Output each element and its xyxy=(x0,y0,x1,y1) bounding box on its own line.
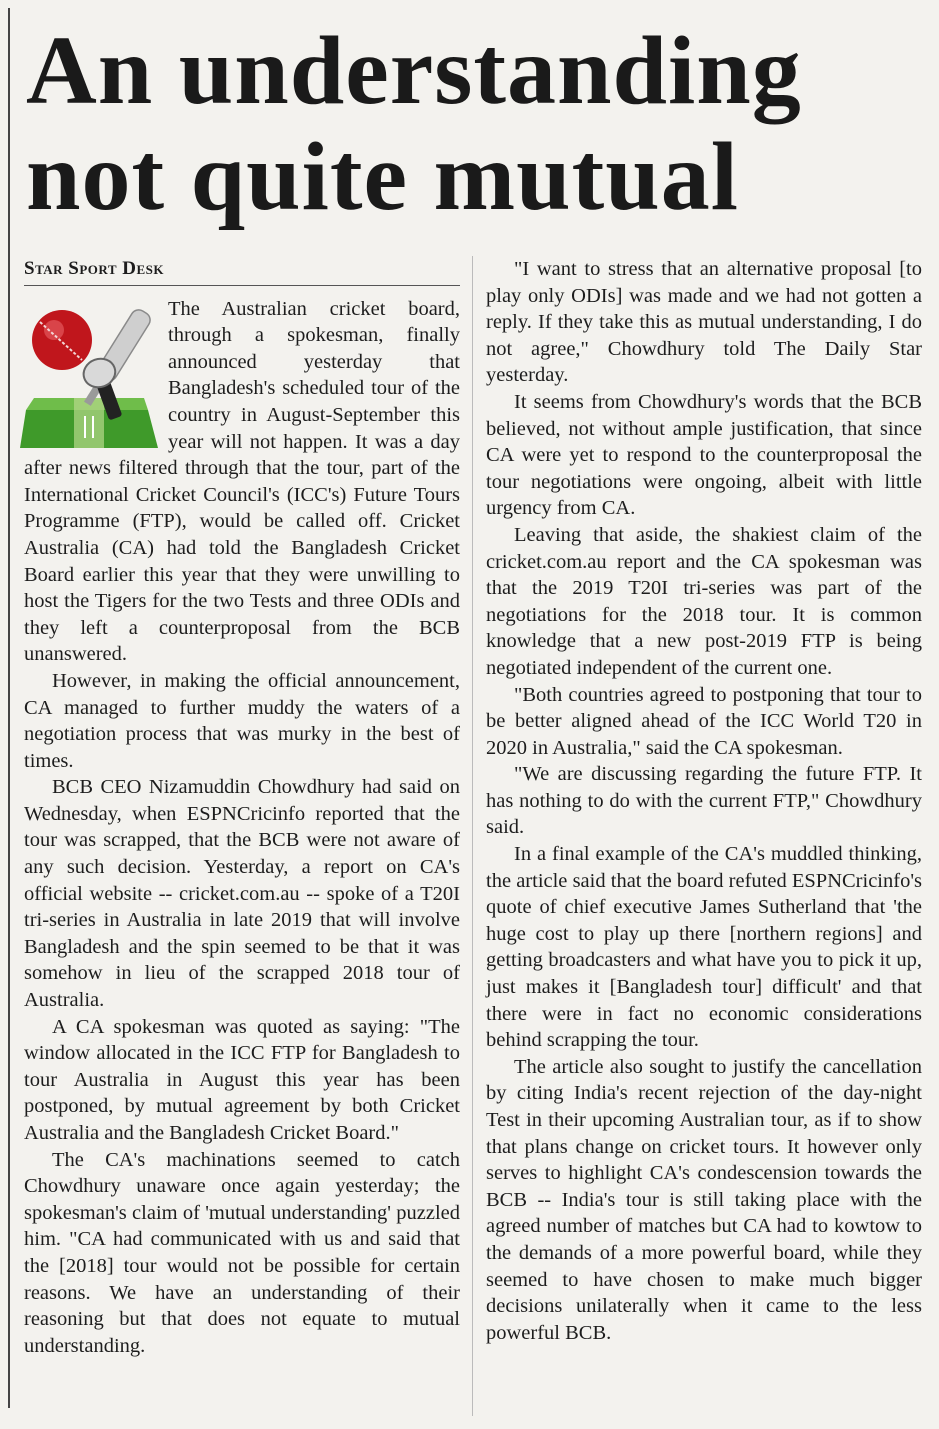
page-edge-rule xyxy=(8,8,10,1408)
paragraph: A CA spokesman was quoted as saying: "The window allocated in the ICC FTP for Bangladesh to tour Australia in August this year has been postponed, by mutual agreement by both Cricket Australia and the Bangladesh Cricket Board." xyxy=(24,1015,460,1144)
headline-line-2: not quite mutual xyxy=(26,123,740,231)
paragraph: "Both countries agreed to postponing that tour to be better aligned ahead of the ICC World T20 in 2020 in Australia," said the CA spokesman. xyxy=(486,683,922,759)
paragraph: The Australian cricket board, through a spokesman, finally announced yesterday that Bangladesh's scheduled tour of the country in August-September this year will not happen. It was a day after news filtered through that the tour, part of the International Cricket Council's (ICC's) Future Tours Programme (FTP), would be called off. Cricket Australia (CA) had told the Bangladesh Cricket Board earlier this year that they were unwilling to host the Tigers for the two Tests and three ODIs and they left a counterproposal from the BCB unanswered. xyxy=(24,297,460,666)
paragraph: However, in making the official announcement, CA managed to further muddy the waters of a negotiation process that was murky in the best of times. xyxy=(24,669,460,772)
byline: Star Sport Desk xyxy=(24,256,460,286)
cricket-ball-bat-microphone-icon xyxy=(20,298,162,450)
paragraph: It seems from Chowdhury's words that the BCB believed, not without ample justification, that since CA were yet to respond to the counterproposal the tour negotiations were ongoing, albeit with little urgency from CA. xyxy=(486,390,922,520)
column-divider xyxy=(472,256,473,1416)
article-column-left xyxy=(24,256,460,1359)
paragraph: The CA's machinations seemed to catch Chowdhury unaware once again yesterday; the spokesman's claim of 'mutual understanding' puzzled him. "CA had communicated with us and said that the [2018] tour would not be possible for certain reasons. We have an understanding of their reasoning but that does not equate to mutual understanding. xyxy=(24,1148,460,1357)
paragraph: "I want to stress that an alternative proposal [to play only ODIs] was made and we had not gotten a reply. If they take this as mutual understanding, I do not agree," Chowdhury told The Daily Star yesterday. xyxy=(486,258,922,387)
paragraph: Leaving that aside, the shakiest claim of the cricket.com.au report and the CA spokesman was that the 2019 T20I tri-series was part of the negotiations for the 2018 tour. It is common knowledge that a new post-2019 FTP is being negotiated independent of the current one. xyxy=(486,523,922,679)
headline-line-1: An understanding xyxy=(26,17,802,125)
article-column-right xyxy=(486,256,922,1346)
paragraph: BCB CEO Nizamuddin Chowdhury had said on Wednesday, when ESPNCricinfo reported that the tour was scrapped, that the BCB were not aware of any such decision. Yesterday, a report on CA's official website -- cricket.com.au -- spoke of a T20I tri-series in Australia in late 2019 that will involve Bangladesh and the spin seemed to be that it was somehow in lieu of the scrapped 2018 tour of Australia. xyxy=(24,776,460,1012)
paragraph: The article also sought to justify the cancellation by citing India's recent rejection of the day-night Test in their upcoming Australian tour, as if to show that plans change on cricket tours. It however only serves to highlight CA's condescension towards the BCB -- India's tour is still taking place with the agreed number of matches but CA had to kowtow to the demands of a more powerful board, while they seemed to have chosen to make much bigger decisions unilaterally when it came to the less powerful BCB. xyxy=(486,1055,922,1344)
headline xyxy=(26,18,926,230)
paragraph: "We are discussing regarding the future FTP. It has nothing to do with the current FTP," Chowdhury said. xyxy=(486,763,922,839)
paragraph: In a final example of the CA's muddled thinking, the article said that the board refuted ESPNCricinfo's quote of chief executive James Sutherland that 'the huge cost to play up there [northern regions] and getting broadcasters and what have you to pick it up, just makes it [Bangladesh tour] difficult' and that there were in fact no economic considerations behind scrapping the tour. xyxy=(486,843,922,1052)
